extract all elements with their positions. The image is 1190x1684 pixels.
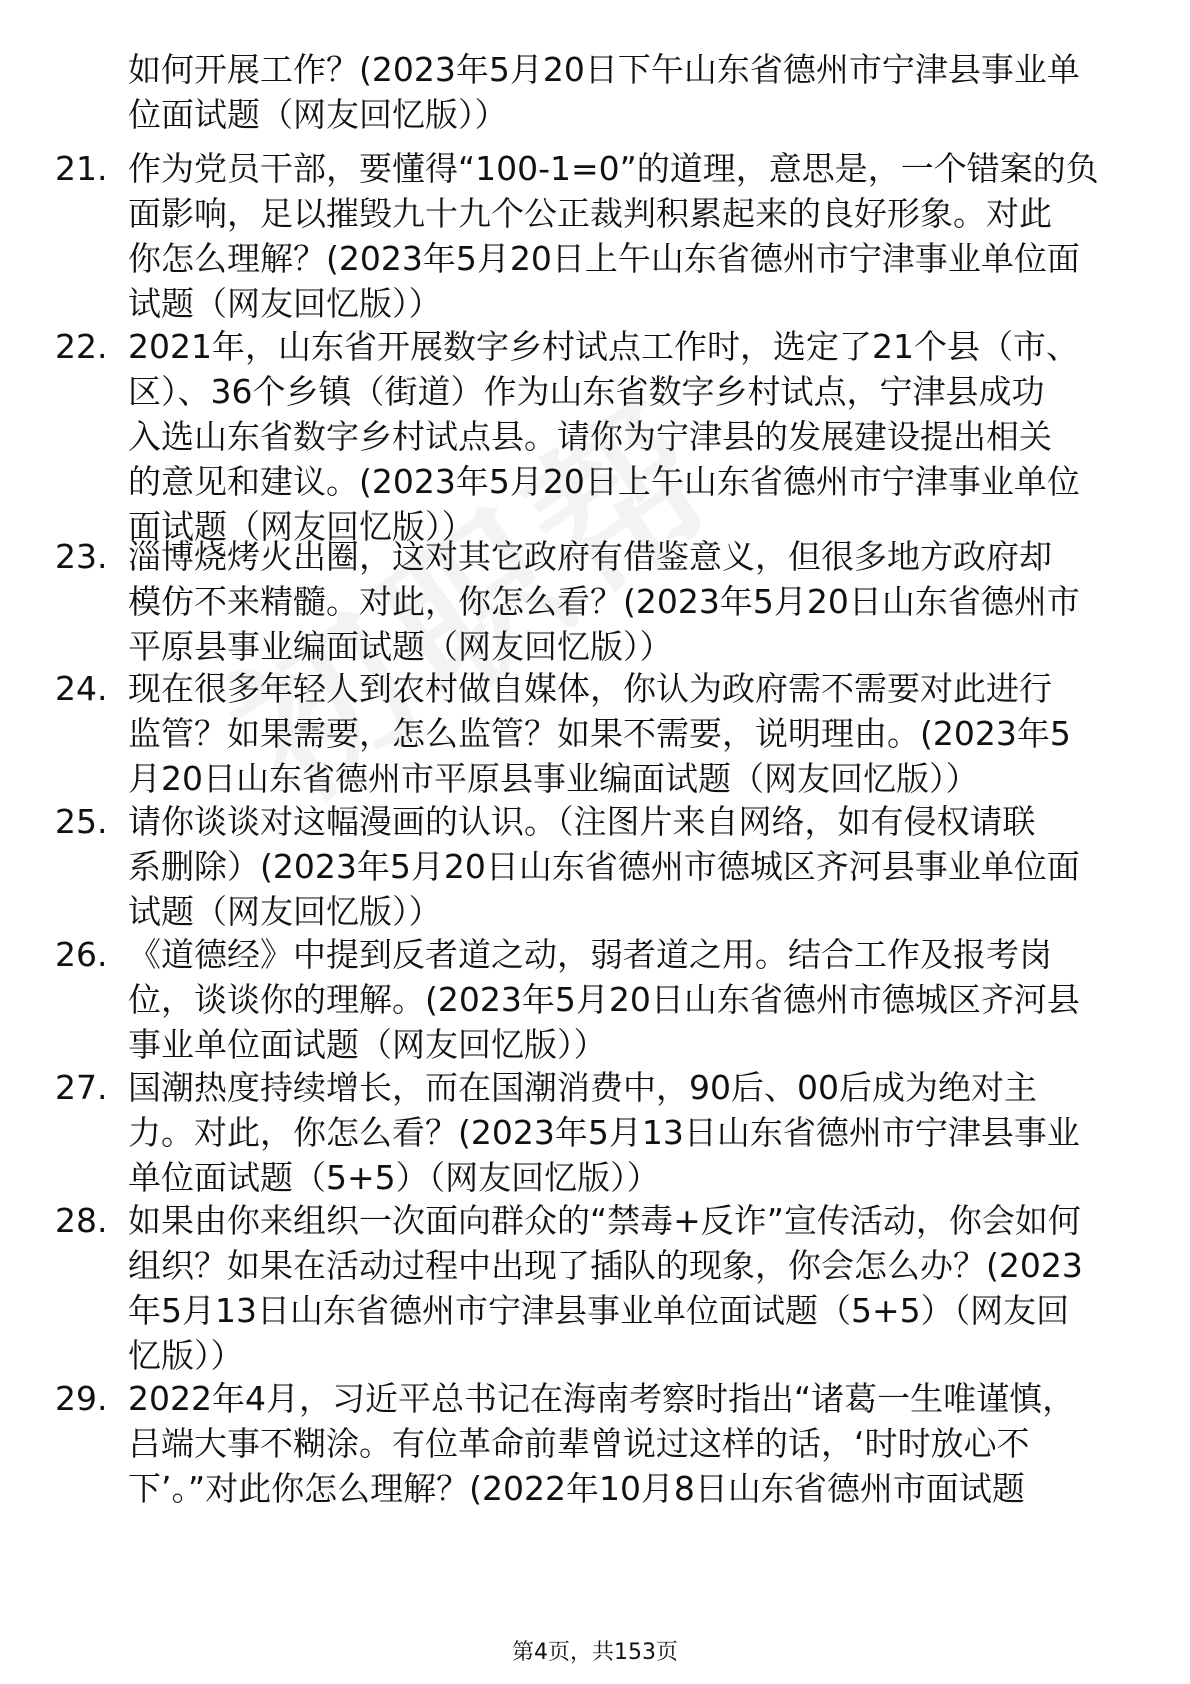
item-text: [128, 666, 1128, 801]
text-line: 位，谈谈你的理解。(2023年5月20日山东省德州市德城区齐河县: [128, 980, 1080, 1019]
text-line: 下’。”对此你怎么理解？(2022年10月8日山东省德州市面试题: [128, 1469, 1025, 1508]
item-number: 25.: [55, 802, 108, 841]
item-number: 27.: [55, 1068, 108, 1107]
text-line: 的意见和建议。(2023年5月20日上午山东省德州市宁津事业单位: [128, 462, 1080, 501]
text-line: 监管？如果需要，怎么监管？如果不需要，说明理由。(2023年5: [128, 714, 1071, 753]
text-line: 如何开展工作？(2023年5月20日下午山东省德州市宁津县事业单: [128, 50, 1080, 89]
item-text: [128, 932, 1128, 1067]
text-line: 平原县事业编面试题（网友回忆版））: [128, 627, 673, 666]
text-line: 试题（网友回忆版））: [128, 892, 442, 931]
text-line: 模仿不来精髓。对此，你怎么看？(2023年5月20日山东省德州市: [128, 582, 1080, 621]
page-footer: 第4页，共153页: [512, 1640, 678, 1665]
item-text: [128, 146, 1128, 326]
item-number: 26.: [55, 935, 108, 974]
text-line: 位面试题（网友回忆版））: [128, 95, 508, 134]
item-number: 24.: [55, 669, 108, 708]
item-number: 22.: [55, 327, 108, 366]
text-line: 请你谈谈对这幅漫画的认识。（注图片来自网络，如有侵权请联: [128, 802, 1036, 841]
text-line: 年5月13日山东省德州市宁津县事业单位面试题（5+5）（网友回: [128, 1291, 1070, 1330]
text-line: 单位面试题（5+5）（网友回忆版））: [128, 1158, 660, 1197]
item-text: [128, 47, 1128, 137]
item-text: [128, 799, 1128, 934]
text-line: 区）、36个乡镇（街道）作为山东省数字乡村试点，宁津县成功: [128, 372, 1045, 411]
item-text: [128, 534, 1128, 669]
text-line: 力。对此，你怎么看？(2023年5月13日山东省德州市宁津县事业: [128, 1113, 1080, 1152]
text-line: 组织？如果在活动过程中出现了插队的现象，你会怎么办？(2023: [128, 1246, 1083, 1285]
text-line: 淄博烧烤火出圈，这对其它政府有借鉴意义，但很多地方政府却: [128, 537, 1052, 576]
text-line: 面影响，足以摧毁九十九个公正裁判积累起来的良好形象。对此: [128, 194, 1052, 233]
text-line: 2022年4月，习近平总书记在海南考察时指出“诸葛一生唯谨慎，: [128, 1379, 1076, 1418]
text-line: 月20日山东省德州市平原县事业编面试题（网友回忆版））: [128, 759, 979, 798]
item-number: 29.: [55, 1379, 108, 1418]
text-line: 吕端大事不糊涂。有位革命前辈曾说过这样的话，‘时时放心不: [128, 1424, 1030, 1463]
item-number: 21.: [55, 149, 108, 188]
item-text: [128, 1198, 1128, 1378]
text-line: 忆版））: [128, 1336, 244, 1375]
item-number: 28.: [55, 1201, 108, 1240]
text-line: 系删除）(2023年5月20日山东省德州市德城区齐河县事业单位面: [128, 847, 1080, 886]
text-line: 试题（网友回忆版））: [128, 284, 442, 323]
text-line: 如果由你来组织一次面向群众的“禁毒+反诈”宣传活动，你会如何: [128, 1201, 1081, 1240]
text-line: 入选山东省数字乡村试点县。请你为宁津县的发展建设提出相关: [128, 417, 1052, 456]
text-line: 2021年，山东省开展数字乡村试点工作时，选定了21个县（市、: [128, 327, 1079, 366]
text-line: 国潮热度持续增长，而在国潮消费中，90后、00后成为绝对主: [128, 1068, 1037, 1107]
text-line: 现在很多年轻人到农村做自媒体，你认为政府需不需要对此进行: [128, 669, 1052, 708]
item-text: [128, 1065, 1128, 1200]
text-line: 你怎么理解？(2023年5月20日上午山东省德州市宁津事业单位面: [128, 239, 1080, 278]
text-line: 事业单位面试题（网友回忆版））: [128, 1025, 607, 1064]
text-line: 《道德经》中提到反者道之动，弱者道之用。结合工作及报考岗: [128, 935, 1052, 974]
item-text: [128, 324, 1128, 549]
text-line: 面试题（网友回忆版））: [128, 507, 475, 546]
text-line: 作为党员干部，要懂得“100-1=0”的道理，意思是，一个错案的负: [128, 149, 1099, 188]
item-text: [128, 1376, 1128, 1511]
item-number: 23.: [55, 537, 108, 576]
